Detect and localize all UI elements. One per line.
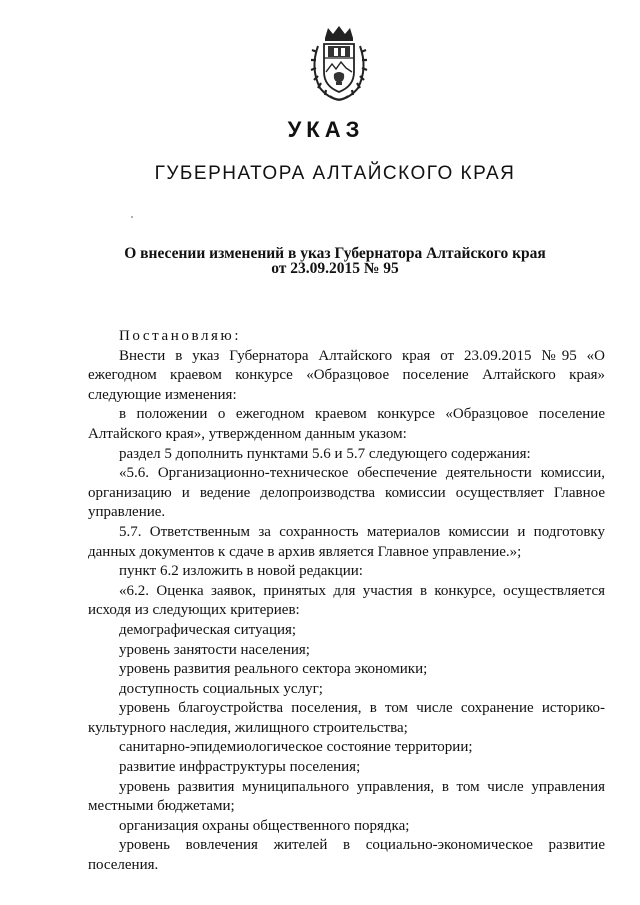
criterion-item: уровень вовлечения жителей в социально-экономическое развитие поселения. [88,837,605,874]
decree-title [0,246,640,276]
paragraph-regulation: в положении о ежегодном краевом конкурсе «Образцовое поселение Алтайского края», утвержденном данным указом: [88,406,605,442]
decree-title-line2: от 23.09.2015 № 95 [271,260,399,277]
criterion-item: развитие инфраструктуры поселения; [119,759,361,776]
criterion-item: доступность социальных услуг; [119,680,323,697]
criterion-item: уровень благоустройства поселения, в том числе сохранение историко-культурного наследия, жилищного строительства; [88,700,605,736]
criterion-item: уровень развития муниципального управления, в том числе управления местными бюджетами; [88,778,605,815]
paragraph-item-6-2: «6.2. Оценка заявок, принятых для участия в конкурсе, осуществляется исходя из следующих критериев: [88,582,605,619]
criterion-item: санитарно-эпидемиологическое состояние территории; [119,739,473,756]
criterion-item: уровень занятости населения; [119,641,310,658]
issuer-heading: ГУБЕРНАТОРА АЛТАЙСКОГО КРАЯ [154,163,516,184]
decree-body [88,327,605,876]
criterion-item: организация охраны общественного порядка; [119,817,410,834]
paragraph-section5: раздел 5 дополнить пунктами 5.6 и 5.7 следующего содержания: [119,445,531,462]
altai-krai-coat-of-arms-icon [308,24,370,104]
scan-dot [131,216,133,218]
criterion-item: уровень развития реального сектора экономики; [119,661,428,678]
paragraph-item-5-6: «5.6. Организационно-техническое обеспечение деятельности комиссии, организацию и ведение делопроизводства комиссии осуществляет Главное управление. [88,465,605,521]
paragraph-item-5-7: 5.7. Ответственным за сохранность материалов комиссии и подготовку данных документов к сдаче в архив является Главное управление.»; [88,523,605,560]
decree-title-line1: О внесении изменений в указ Губернатора Алтайского края [124,245,546,262]
paragraph-amend-decree: Внести в указ Губернатора Алтайского края от 23.09.2015 №95 «О ежегодном краевом конкурсе «Образцовое поселение Алтайского края» следующие изменения: [88,347,605,403]
decree-heading: УКАЗ [287,117,365,142]
paragraph-item-6-2-intro: пункт 6.2 изложить в новой редакции: [119,563,363,580]
criterion-item: демографическая ситуация; [119,621,297,638]
resolution-word: Постановляю: [119,328,242,344]
